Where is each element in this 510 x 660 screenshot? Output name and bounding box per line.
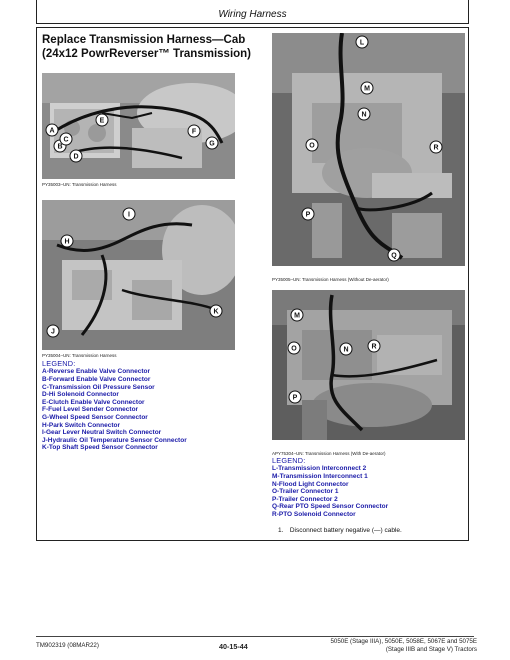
callout-j bbox=[47, 325, 59, 337]
svg-text:G: G bbox=[209, 140, 215, 148]
legend-item: I-Gear Lever Neutral Switch Connector bbox=[42, 429, 162, 437]
legend-item: O-Trailer Connector 1 bbox=[272, 488, 339, 496]
callout-m bbox=[361, 82, 373, 94]
legend-right-title: LEGEND: bbox=[272, 456, 306, 465]
legend-item: R-PTO Solenoid Connector bbox=[272, 510, 356, 518]
callout-e bbox=[96, 114, 108, 126]
svg-text:L: L bbox=[359, 39, 365, 47]
figure-2-caption: PY35004–UN: Transmission Harness bbox=[42, 353, 117, 358]
svg-text:K: K bbox=[213, 308, 219, 316]
svg-text:M: M bbox=[294, 312, 300, 320]
procedure-step bbox=[278, 527, 402, 534]
callout-h bbox=[61, 235, 73, 247]
footer-models-line1: 5050E (Stage IIIA), 5050E, 5058E, 5067E and 5075E bbox=[330, 638, 477, 645]
legend-left-title: LEGEND: bbox=[42, 359, 76, 368]
svg-text:O: O bbox=[309, 142, 315, 150]
legend-item: G-Wheel Speed Sensor Connector bbox=[42, 413, 148, 421]
callout-o bbox=[306, 139, 318, 151]
callout-k bbox=[210, 305, 222, 317]
callout-n bbox=[340, 343, 352, 355]
section-title-line2: (24x12 PowrReverser™ Transmission) bbox=[42, 48, 252, 60]
svg-text:R: R bbox=[433, 144, 439, 152]
callout-q bbox=[388, 249, 400, 261]
footer-models bbox=[305, 638, 477, 654]
legend-item: E-Clutch Enable Valve Connector bbox=[42, 398, 145, 406]
legend-item: A-Reverse Enable Valve Connector bbox=[42, 368, 151, 376]
callout-i bbox=[123, 208, 135, 220]
legend-item: N-Flood Light Connector bbox=[272, 480, 349, 488]
svg-text:N: N bbox=[361, 111, 367, 119]
section-title-line1: Replace Transmission Harness—Cab bbox=[42, 34, 246, 46]
figure-1-caption: PY35003–UN: Transmission Harness bbox=[42, 182, 117, 187]
figure-transmission-harness-side bbox=[42, 200, 235, 350]
svg-text:F: F bbox=[191, 128, 197, 136]
callout-p bbox=[289, 391, 301, 403]
figure-transmission-harness-deaerator bbox=[272, 290, 465, 440]
callout-d bbox=[70, 150, 82, 162]
step-text: Disconnect battery negative (—) cable. bbox=[289, 527, 402, 534]
svg-text:P: P bbox=[292, 394, 298, 402]
legend-item: J-Hydraulic Oil Temperature Sensor Connector bbox=[42, 436, 187, 444]
legend-item: H-Park Switch Connector bbox=[42, 421, 121, 429]
legend-item: M-Transmission Interconnect 1 bbox=[272, 473, 368, 480]
callout-p bbox=[302, 208, 314, 220]
figure-transmission-harness-top bbox=[42, 73, 235, 179]
svg-text:R: R bbox=[371, 343, 377, 351]
legend-item: C-Transmission Oil Pressure Sensor bbox=[42, 383, 155, 391]
legend-left bbox=[42, 360, 187, 452]
svg-text:Q: Q bbox=[391, 252, 397, 260]
callout-r bbox=[430, 141, 442, 153]
footer-page-number: 40-15-44 bbox=[219, 642, 248, 651]
legend-item: K-Top Shaft Speed Sensor Connector bbox=[42, 444, 158, 452]
legend-item: D-Hi Solenoid Connector bbox=[42, 391, 119, 399]
legend-right bbox=[272, 457, 388, 519]
svg-text:I: I bbox=[128, 211, 130, 219]
figure-3-caption: PY35005–UN: Transmission Harness (Without De-aerator) bbox=[272, 277, 389, 282]
callout-c bbox=[60, 133, 72, 145]
legend-item: L-Transmission Interconnect 2 bbox=[272, 465, 367, 473]
header-title: Wiring Harness bbox=[218, 9, 287, 20]
footer-rule bbox=[36, 636, 474, 637]
callout-a bbox=[46, 124, 58, 136]
callout-m bbox=[291, 309, 303, 321]
section-title bbox=[42, 33, 270, 61]
legend-item: B-Forward Enable Valve Connector bbox=[42, 376, 151, 383]
svg-text:C: C bbox=[63, 136, 69, 144]
step-number: 1. bbox=[278, 527, 284, 534]
svg-text:B: B bbox=[57, 143, 63, 151]
svg-text:A: A bbox=[49, 127, 55, 135]
callout-g bbox=[206, 137, 218, 149]
svg-text:D: D bbox=[73, 153, 79, 161]
callout-f bbox=[188, 125, 200, 137]
svg-text:M: M bbox=[364, 85, 370, 93]
svg-text:H: H bbox=[64, 238, 70, 246]
running-header bbox=[36, 0, 469, 24]
figure-transmission-harness-rear bbox=[272, 33, 465, 266]
svg-text:J: J bbox=[51, 328, 55, 336]
svg-text:P: P bbox=[305, 211, 311, 219]
legend-item: P-Trailer Connector 2 bbox=[272, 495, 338, 503]
callout-l bbox=[356, 36, 368, 48]
footer-doc-id: TM902319 (08MAR22) bbox=[36, 642, 99, 649]
callout-n bbox=[358, 108, 370, 120]
figure-4-caption: APY75304–UN: Transmission Harness (With De-aerator) bbox=[272, 451, 386, 456]
legend-item: F-Fuel Level Sender Connector bbox=[42, 406, 139, 414]
svg-text:O: O bbox=[291, 345, 297, 353]
svg-text:E: E bbox=[99, 117, 105, 125]
legend-item: Q-Rear PTO Speed Sensor Connector bbox=[272, 503, 389, 511]
callout-r bbox=[368, 340, 380, 352]
svg-text:N: N bbox=[343, 346, 349, 354]
footer-models-line2: (Stage IIIB and Stage V) Tractors bbox=[385, 646, 477, 653]
callout-o bbox=[288, 342, 300, 354]
